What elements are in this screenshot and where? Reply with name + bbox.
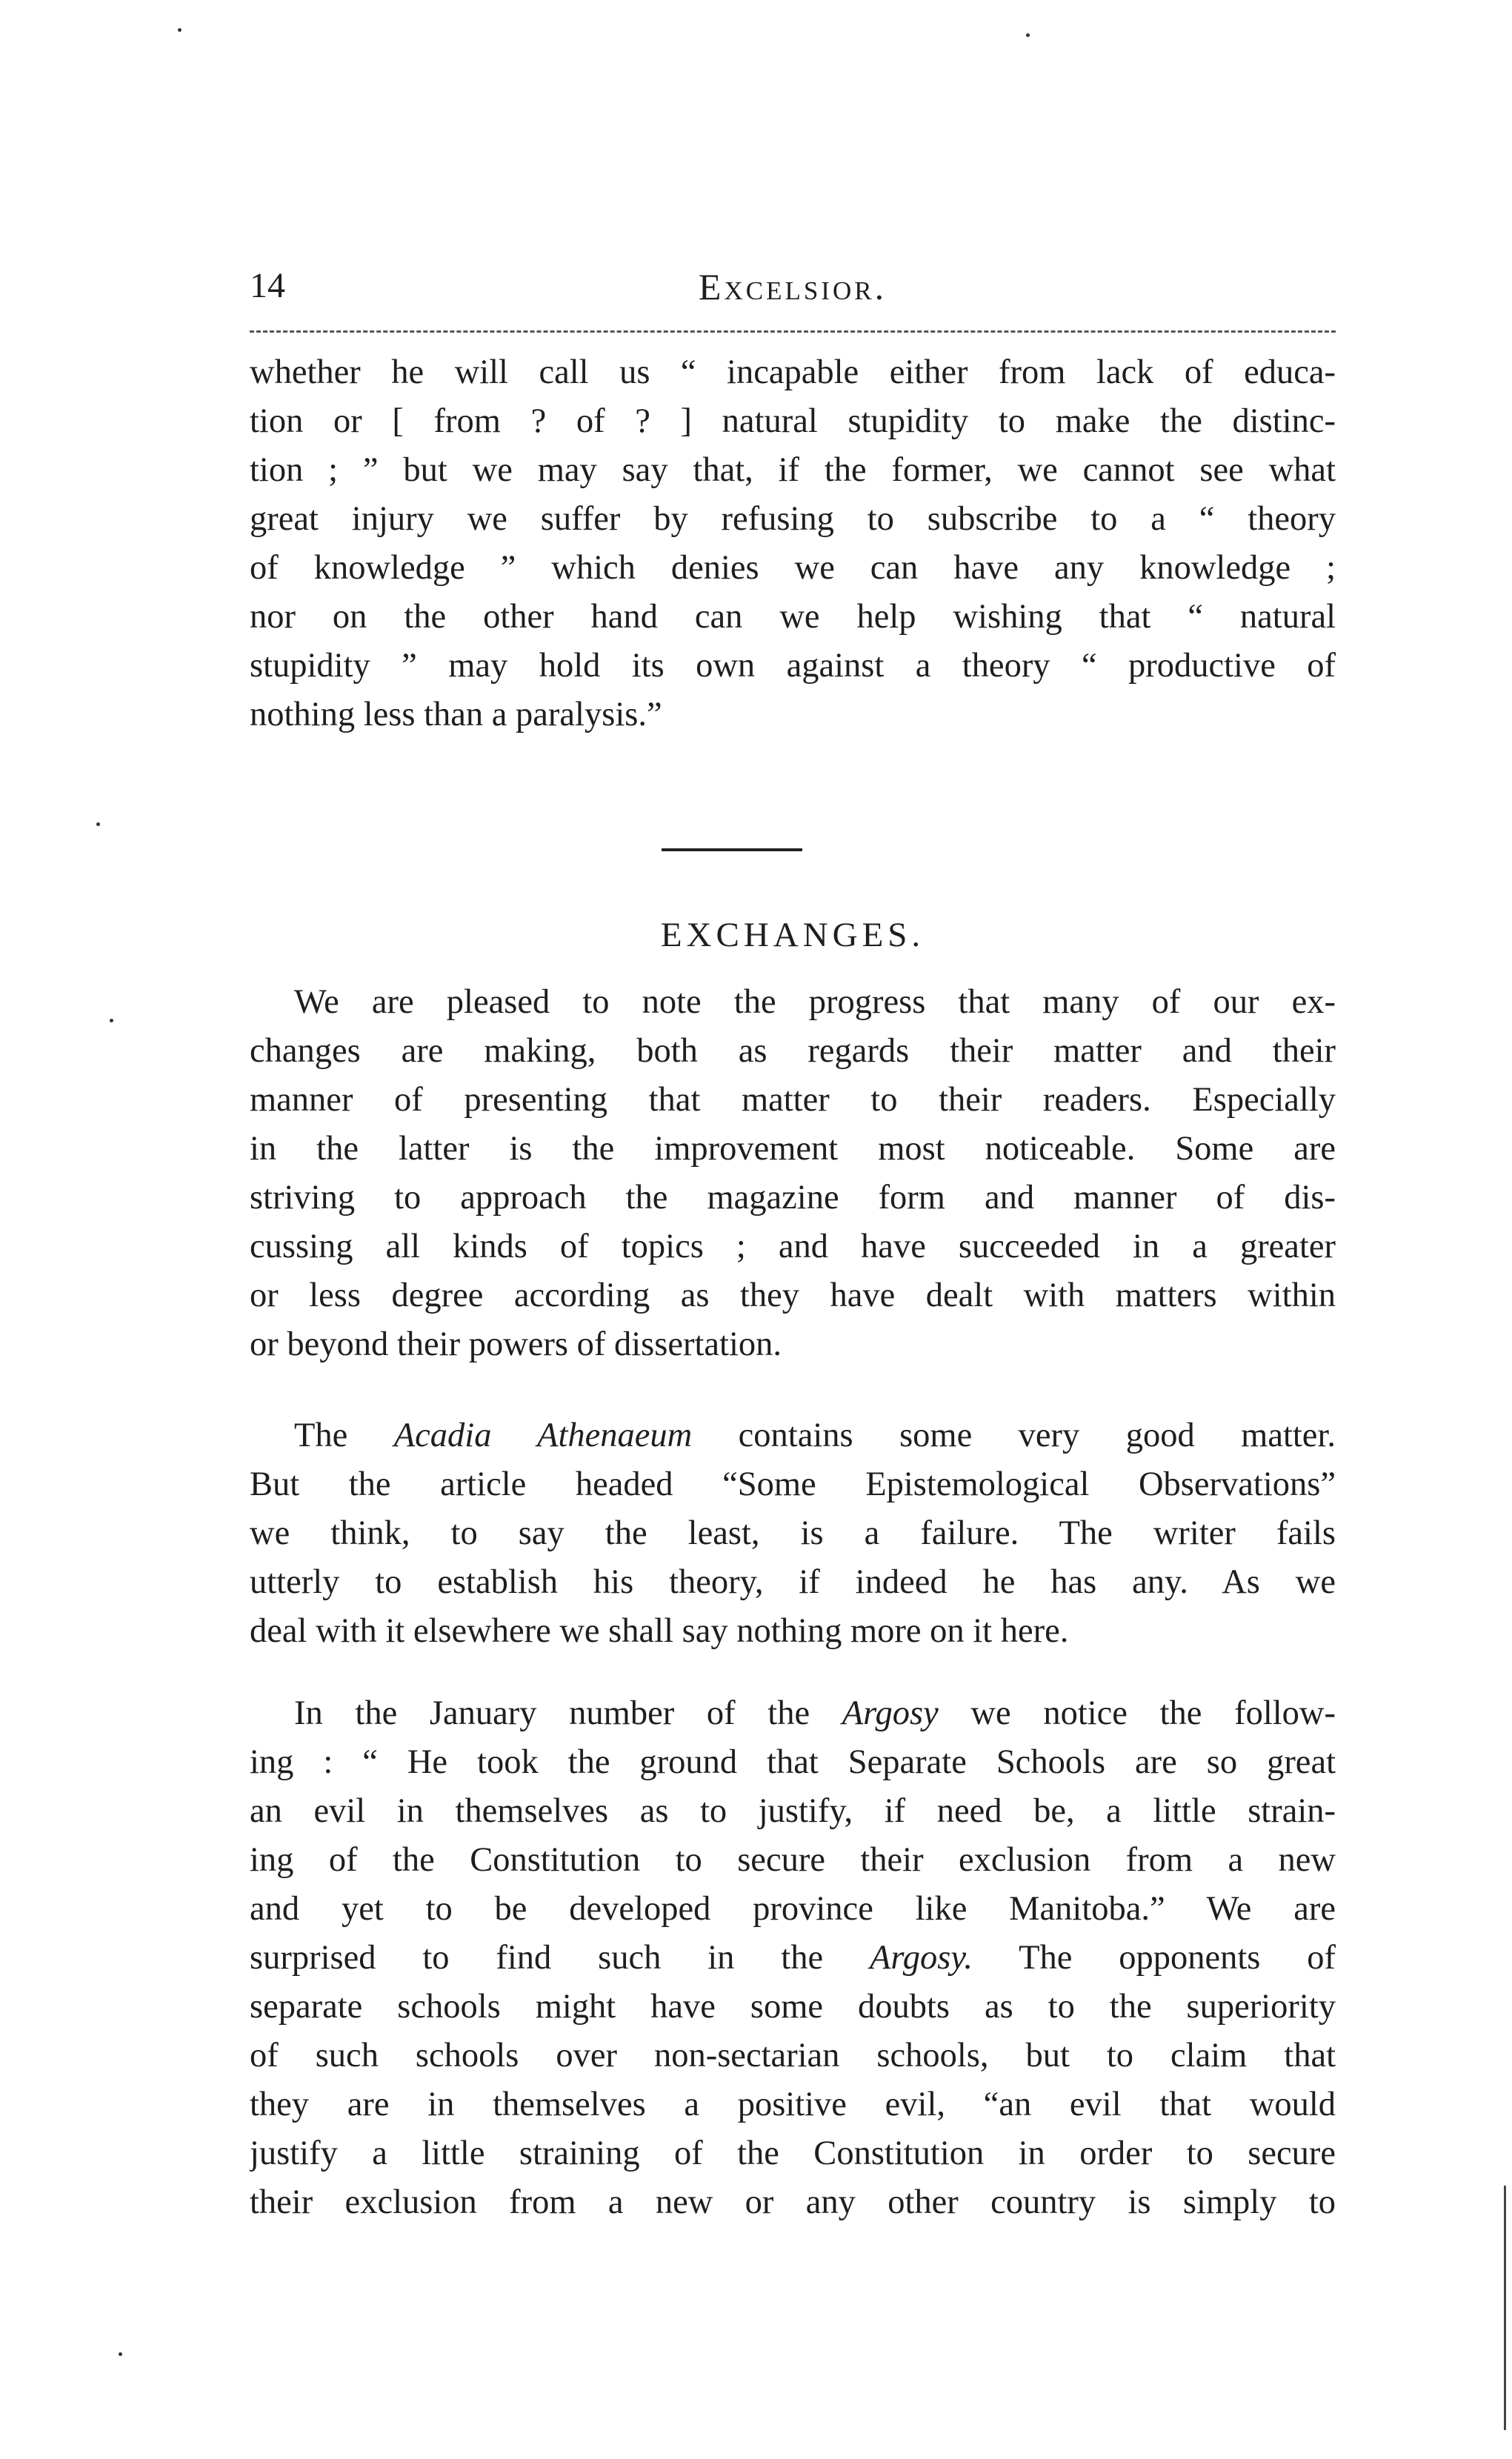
page-number: 14 [250, 266, 285, 305]
text-run: The [294, 1417, 394, 1454]
periodical-title: Argosy. [869, 1939, 973, 1977]
text-run: we notice the follow- [938, 1694, 1336, 1732]
text-line: changes are making, both as regards their matter and their [250, 1032, 1336, 1070]
journal-title: Excelsior. [698, 266, 887, 307]
text-line: cussing all kinds of topics ; and have succeeded in a greater [250, 1228, 1336, 1265]
header-rule [250, 330, 1336, 333]
text-line: But the article headed “Some Epistemological Observations” [250, 1465, 1336, 1503]
text-line: ing : “ He took the ground that Separate Schools are so great [250, 1743, 1336, 1781]
scan-speck [110, 1019, 113, 1022]
periodical-title: Acadia Athenaeum [393, 1417, 693, 1454]
text-line: justify a little straining of the Constitution in order to secure [250, 2134, 1336, 2172]
text-line: of such schools over non-sectarian schools, but to claim that [250, 2037, 1336, 2074]
text-line: whether he will call us “ incapable either from lack of educa- [250, 353, 1336, 391]
scan-speck [1026, 33, 1030, 37]
text-run: surprised to find such in the [250, 1939, 870, 1977]
text-line: their exclusion from a new or any other country is simply to [250, 2183, 1336, 2221]
text-line: separate schools might have some doubts as to the superiority [250, 1988, 1336, 2026]
text-run: contains some very good matter. [692, 1417, 1336, 1454]
text-line: tion ; ” but we may say that, if the former, we cannot see what [250, 451, 1336, 489]
section-divider [662, 848, 802, 851]
text-line: striving to approach the magazine form and manner of dis- [250, 1179, 1336, 1217]
text-line: ing of the Constitution to secure their exclusion from a new [250, 1841, 1336, 1879]
text-line: an evil in themselves as to justify, if need be, a little strain- [250, 1792, 1336, 1830]
text-line: in the latter is the improvement most noticeable. Some are [250, 1130, 1336, 1168]
running-head [250, 265, 1336, 317]
exchanges-paragraph-1 [250, 978, 1336, 1369]
text-line: We are pleased to note the progress that many of our ex- [294, 983, 1336, 1021]
text-line: utterly to establish his theory, if indeed he has any. As we [250, 1563, 1336, 1601]
scan-edge-mark [1504, 2186, 1506, 2430]
scan-speck [178, 28, 181, 32]
text-line: they are in themselves a positive evil, “an evil that would [250, 2086, 1336, 2123]
text-line [250, 1934, 1336, 1983]
text-run: The opponents of [973, 1939, 1336, 1977]
text-line: or beyond their powers of dissertation. [250, 1325, 782, 1363]
text-line: we think, to say the least, is a failure. The writer fails [250, 1514, 1336, 1552]
text-line: tion or [ from ? of ? ] natural stupidity to make the distinc- [250, 402, 1336, 440]
text-line: nothing less than a paralysis.” [250, 696, 662, 733]
exchanges-paragraph-3 [250, 1689, 1336, 2227]
exchanges-paragraph-2 [250, 1411, 1336, 1656]
text-line: manner of presenting that matter to their readers. Especially [250, 1081, 1336, 1119]
opening-paragraph [250, 348, 1336, 739]
text-line: great injury we suffer by refusing to subscribe to a “ theory [250, 500, 1336, 538]
text-line [250, 1411, 1336, 1460]
text-run: In the January number of the [294, 1694, 842, 1732]
text-line [250, 1689, 1336, 1738]
text-line: deal with it elsewhere we shall say nothing more on it here. [250, 1612, 1069, 1650]
periodical-title: Argosy [842, 1694, 939, 1732]
text-line: of knowledge ” which denies we can have any knowledge ; [250, 549, 1336, 587]
text-line: or less degree according as they have dealt with matters within [250, 1277, 1336, 1314]
scan-speck [96, 822, 100, 826]
text-line: stupidity ” may hold its own against a theory “ productive of [250, 647, 1336, 685]
text-line: and yet to be developed province like Manitoba.” We are [250, 1890, 1336, 1928]
text-line: nor on the other hand can we help wishing that “ natural [250, 598, 1336, 636]
section-heading: EXCHANGES. [660, 916, 925, 954]
scan-speck [119, 2352, 122, 2356]
